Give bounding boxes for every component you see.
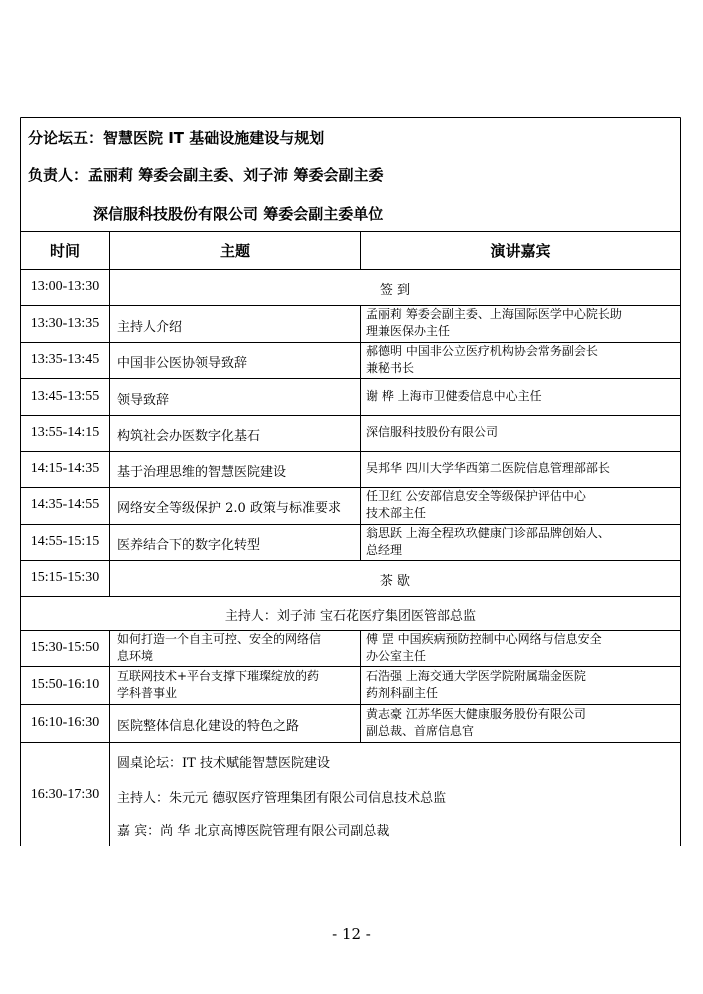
row-topic-line: 息环境 <box>117 649 154 663</box>
forum-title: 分论坛五：智慧医院 IT 基础设施建设与规划 <box>28 129 325 147</box>
row-speaker-line: 吴邦华 四川大学华西第二医院信息管理部部长 <box>366 461 610 475</box>
roundtable-guest: 嘉 宾：尚 华 北京高博医院管理有限公司副总裁 <box>117 824 390 839</box>
row-topic-line: 如何打造一个自主可控、安全的网络信 <box>117 632 322 646</box>
row-speaker-line: 谢 桦 上海市卫健委信息中心主任 <box>366 389 542 403</box>
row-time: 13:30-13:35 <box>30 316 100 331</box>
row-speaker-line: 黄志豪 江苏华医大健康服务股份有限公司 <box>366 707 586 721</box>
forum-unit: 深信服科技股份有限公司 筹委会副主委单位 <box>93 205 384 223</box>
row-topic: 构筑社会办医数字化基石 <box>117 429 261 444</box>
column-header-topic: 主题 <box>219 242 250 260</box>
row-time: 13:45-13:55 <box>30 389 100 404</box>
row-span-label: 茶 歇 <box>379 574 411 589</box>
row-topic: 主持人介绍 <box>117 320 183 335</box>
row-speaker-line: 药剂科副主任 <box>366 686 439 700</box>
row-speaker-line: 孟丽莉 筹委会副主委、上海国际医学中心院长助 <box>366 307 622 321</box>
row-time: 15:30-15:50 <box>30 640 100 655</box>
row-speaker-line: 傅 罡 中国疾病预防控制中心网络与信息安全 <box>366 632 602 646</box>
forum-responsible: 负责人：孟丽莉 筹委会副主委、刘子沛 筹委会副主委 <box>28 166 384 184</box>
row-speaker-line: 深信服科技股份有限公司 <box>366 425 499 439</box>
roundtable-host: 主持人：朱元元 德驭医疗管理集团有限公司信息技术总监 <box>117 791 447 806</box>
row-span-label: 签 到 <box>379 283 411 298</box>
row-speaker-line: 石浩强 上海交通大学医学院附属瑞金医院 <box>366 669 586 683</box>
row-speaker-line: 任卫红 公安部信息安全等级保护评估中心 <box>366 489 586 503</box>
row-time: 13:35-13:45 <box>30 352 100 367</box>
row-time: 16:30-17:30 <box>30 787 100 802</box>
row-time: 14:55-15:15 <box>30 534 100 549</box>
row-speaker-line: 办公室主任 <box>366 649 427 663</box>
row-time: 15:50-16:10 <box>30 677 100 692</box>
session-host: 主持人：刘子沛 宝石花医疗集团医管部总监 <box>224 609 477 624</box>
row-time: 14:15-14:35 <box>30 461 100 476</box>
row-speaker-line: 兼秘书长 <box>366 361 415 375</box>
row-time: 15:15-15:30 <box>30 570 100 585</box>
row-topic: 中国非公医协领导致辞 <box>117 356 248 371</box>
row-speaker-line: 翁思跃 上海全程玖玖健康门诊部品牌创始人、 <box>366 526 610 540</box>
row-topic: 医养结合下的数字化转型 <box>117 538 261 553</box>
row-topic-line: 学科普事业 <box>117 686 178 700</box>
row-topic: 医院整体信息化建设的特色之路 <box>117 719 300 734</box>
column-header-speaker: 演讲嘉宾 <box>490 242 551 260</box>
row-topic: 网络安全等级保护 2.0 政策与标准要求 <box>117 501 341 516</box>
row-speaker-line: 理兼医保办主任 <box>366 324 451 338</box>
row-time: 14:35-14:55 <box>30 497 100 512</box>
column-header-time: 时间 <box>49 242 80 260</box>
row-speaker-line: 技术部主任 <box>366 506 427 520</box>
row-topic-line: 互联网技术+平台支撑下璀璨绽放的药 <box>117 669 320 683</box>
row-time: 13:55-14:15 <box>30 425 100 440</box>
roundtable-title: 圆桌论坛：IT 技术赋能智慧医院建设 <box>117 756 330 771</box>
row-time: 13:00-13:30 <box>30 279 100 294</box>
row-topic: 基于治理思维的智慧医院建设 <box>117 465 287 480</box>
row-time: 16:10-16:30 <box>30 715 100 730</box>
row-speaker-line: 郝德明 中国非公立医疗机构协会常务副会长 <box>366 344 598 358</box>
row-speaker-line: 副总裁、首席信息官 <box>366 724 475 738</box>
row-topic: 领导致辞 <box>117 393 170 408</box>
row-speaker-line: 总经理 <box>366 543 403 557</box>
page-number: - 12 - <box>332 925 371 943</box>
